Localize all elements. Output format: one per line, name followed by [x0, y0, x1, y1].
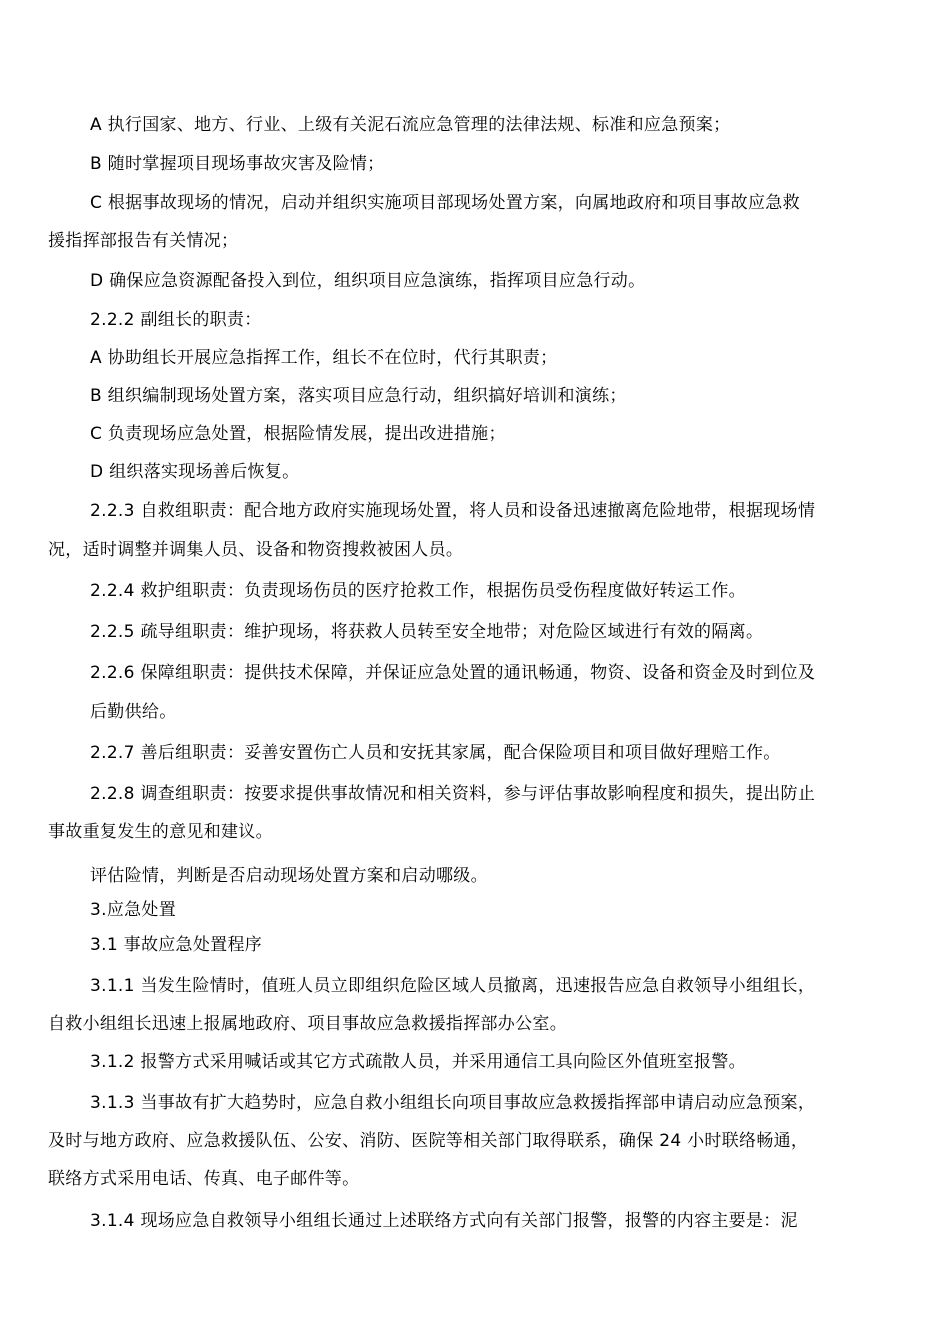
text-line: 3.1.4 现场应急自救领导小组组长通过上述联络方式向有关部门报警，报警的内容主要是：泥 — [90, 1211, 798, 1231]
text-line: 2.2.8 调查组职责：按要求提供事故情况和相关资料，参与评估事故影响程度和损失，提出防止 — [90, 784, 816, 804]
text-line: 2.2.4 救护组职责：负责现场伤员的医疗抢救工作，根据伤员受伤程度做好转运工作。 — [90, 581, 746, 601]
text-line: 2.2.3 自救组职责：配合地方政府实施现场处置，将人员和设备迅速撤离危险地带，根据现场情 — [90, 501, 816, 521]
text-line: 评估险情，判断是否启动现场处置方案和启动哪级。 — [90, 866, 488, 886]
text-line: 况，适时调整并调集人员、设备和物资搜救被困人员。 — [48, 540, 464, 560]
text-line: 自救小组组长迅速上报属地政府、项目事故应急救援指挥部办公室。 — [48, 1014, 567, 1034]
text-line: A 协助组长开展应急指挥工作，组长不在位时，代行其职责； — [90, 348, 558, 368]
text-line: 2.2.6 保障组职责：提供技术保障，并保证应急处置的通讯畅通，物资、设备和资金及时到位及 — [90, 663, 816, 683]
text-line: 3.1.2 报警方式采用喊话或其它方式疏散人员，并采用通信工具向险区外值班室报警。 — [90, 1052, 746, 1072]
section-heading: 3.应急处置 — [90, 900, 177, 920]
text-line: C 负责现场应急处置，根据险情发展，提出改进措施； — [90, 424, 506, 444]
text-line: 2.2.5 疏导组职责：维护现场，将获救人员转至安全地带；对危险区域进行有效的隔离。 — [90, 622, 764, 642]
text-line: 援指挥部报告有关情况； — [48, 231, 239, 251]
text-line: A 执行国家、地方、行业、上级有关泥石流应急管理的法律法规、标准和应急预案； — [90, 115, 731, 135]
text-line: B 随时掌握项目现场事故灾害及险情； — [90, 154, 385, 174]
text-line: D 组织落实现场善后恢复。 — [90, 462, 300, 482]
text-line: 事故重复发生的意见和建议。 — [48, 822, 273, 842]
text-line: 联络方式采用电话、传真、电子邮件等。 — [48, 1169, 360, 1189]
text-line: 及时与地方政府、应急救援队伍、公安、消防、医院等相关部门取得联系，确保 24 小时联络畅通， — [48, 1131, 809, 1151]
section-heading: 2.2.2 副组长的职责： — [90, 310, 262, 330]
text-line: 3.1.1 当发生险情时，值班人员立即组织危险区域人员撤离，迅速报告应急自救领导小组组长， — [90, 976, 816, 996]
section-heading: 3.1 事故应急处置程序 — [90, 935, 263, 955]
text-line: C 根据事故现场的情况，启动并组织实施项目部现场处置方案，向属地政府和项目事故应急救 — [90, 193, 800, 213]
text-line: D 确保应急资源配备投入到位，组织项目应急演练，指挥项目应急行动。 — [90, 271, 646, 291]
text-line: 后勤供给。 — [90, 702, 177, 722]
text-line: B 组织编制现场处置方案，落实项目应急行动，组织搞好培训和演练； — [90, 386, 627, 406]
text-line: 3.1.3 当事故有扩大趋势时，应急自救小组组长向项目事故应急救援指挥部申请启动应急预案， — [90, 1093, 816, 1113]
text-line: 2.2.7 善后组职责：妥善安置伤亡人员和安抚其家属，配合保险项目和项目做好理赔工作。 — [90, 743, 781, 763]
